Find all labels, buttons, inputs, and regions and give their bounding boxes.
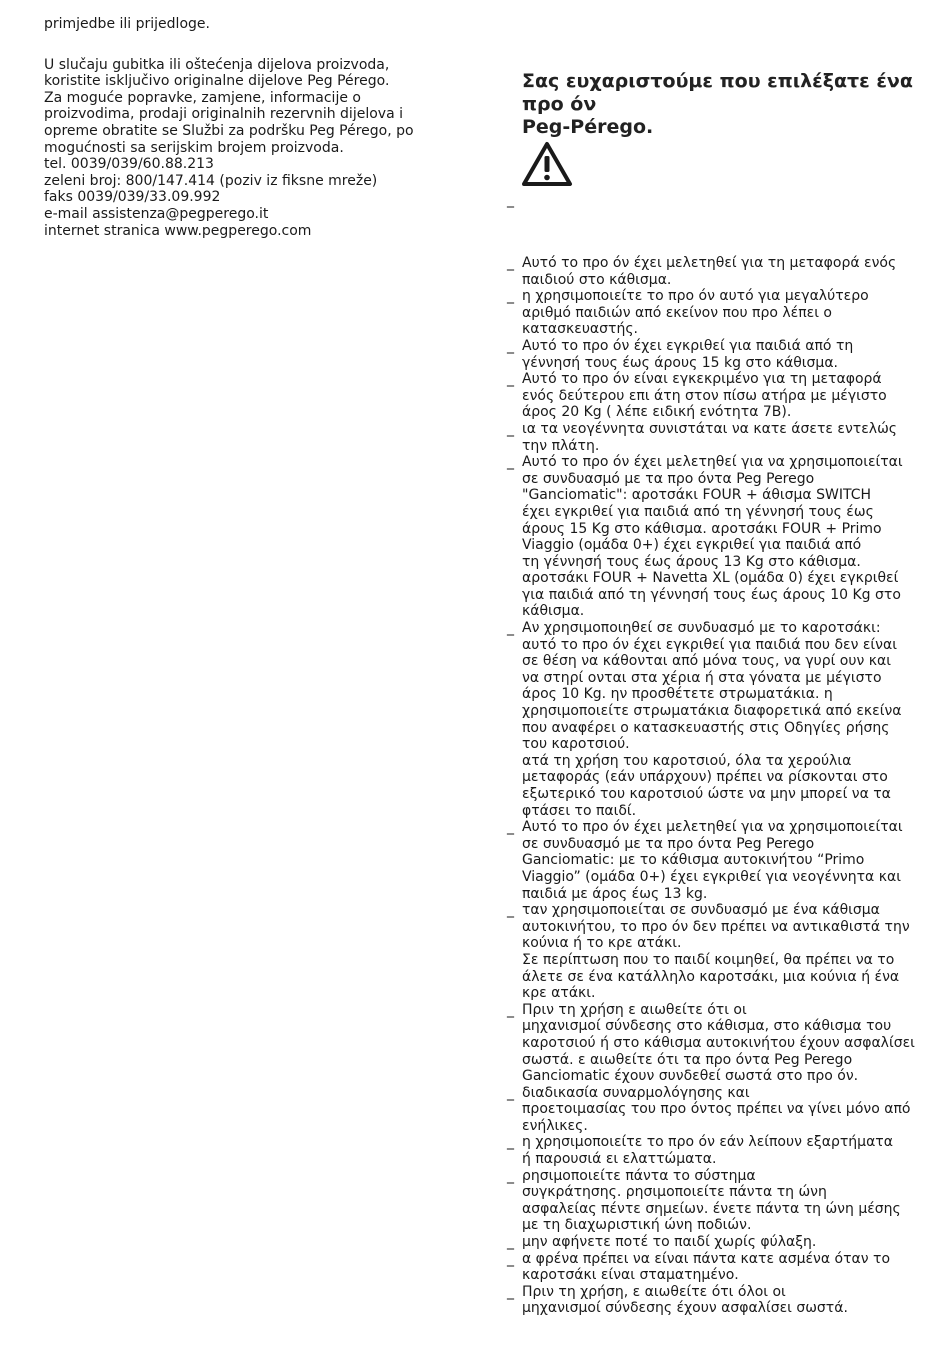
left-body-text: U slučaju gubitka ili oštećenja dijelova proizvoda, koristite isključivo originalne dijelove Peg Pérego. Za moguće popravke, zamjene, informacije o proizvodima, prodaji originalnih rezervnih dijelova i opreme obratite se Službi za podršku Peg Pérego, po mogućnosti sa serijskim brojem proizvoda. tel. 0039/039/60.88.213 zeleni broj: 800/147.414 (poziv iz fiksne mreže) faks 0039/039/33.09.992 e-mail assistenza@pegperego.it internet stranica www.pegperego.com	[44, 56, 414, 239]
item-dash: _	[507, 620, 514, 637]
warning-item	[507, 1168, 937, 1234]
item-text: η χρησιμοποιείτε το προ όν αυτό για μεγαλύτερο αριθμό παιδιών από εκείνον που προ λέπει ο κατασκευαστής.	[522, 288, 869, 338]
warning-item	[507, 1234, 937, 1251]
item-text: Αυτό το προ όν έχει εγκριθεί για παιδιά από τη γέννησή τους έως άρους 15 kg στο κάθισμα.	[522, 337, 854, 371]
item-dash: _	[507, 454, 514, 471]
item-text: Αν χρησιμοποιηθεί σε συνδυασμό με το καροτσάκι: αυτό το προ όν έχει εγκριθεί για παιδιά που δεν είναι σε θέση να κάθονται από μόνα τους, να γυρί ουν και να στηρί ονται στα χέρια ή στα γόνατα με μέγιστο άρος 10 Kg. ην προσθέτετε στρωματάκια. η χρησιμοποιείτε στρωματάκια διαφορετικά από εκείνα που αναφέρει ο κατασκευαστής στις Οδηγίες ρήσης του καροτσιού. ατά τη χρήση του καροτσιού, όλα τα χερούλια μεταφοράς (εάν υπάρχουν) πρέπει να ρίσκονται στο εξωτερικό του καροτσιού ώστε να μην μπορεί να τα φτάσει το παιδί.	[522, 620, 902, 819]
left-column	[44, 16, 454, 239]
warning-item	[507, 1251, 937, 1284]
page-heading: Σας ευχαριστούμε που επιλέξατε ένα προ όν Peg-Pérego.	[522, 70, 913, 138]
item-text: ταν χρησιμοποιείται σε συνδυασμό με ένα κάθισμα αυτοκινήτου, το προ όν δεν πρέπει να αντικαθιστά την κούνια ή το κρε ατάκι. Σε περίπτωση που το παιδί κοιμηθεί, θα πρέπει να το άλετε σε ένα κατάλληλο καροτσάκι, μια κούνια ή ένα κρε ατάκι.	[522, 902, 910, 1002]
item-dash: _	[507, 819, 514, 836]
item-dash: _	[507, 337, 514, 354]
item-dash: _	[507, 288, 514, 305]
item-dash: _	[507, 1250, 514, 1267]
item-dash: _	[507, 255, 514, 271]
item-text: Πριν τη χρήση ε αιωθείτε ότι οι μηχανισμοί σύνδεσης στο κάθισμα, στο κάθισμα του καροτσιού ή στο κάθισμα αυτοκινήτου έχουν ασφαλίσει σωστά. ε αιωθείτε ότι τα προ όντα Peg Perego Ganciomatic έχουν συνδεθεί σωστά στο προ όν.	[522, 1001, 915, 1085]
warning-item	[507, 255, 937, 288]
item-text: Πριν τη χρήση, ε αιωθείτε ότι όλοι οι μηχανισμοί σύνδεσης έχουν ασφαλίσει σωστά.	[522, 1283, 848, 1317]
warning-item	[507, 1002, 937, 1085]
warning-item	[507, 421, 937, 454]
item-text: Αυτό το προ όν έχει μελετηθεί για τη μεταφορά ενός παιδιού στο κάθισμα.	[522, 255, 897, 288]
item-dash: _	[507, 1001, 514, 1018]
item-dash: _	[507, 1084, 514, 1101]
item-text: ρησιμοποιείτε πάντα το σύστημα συγκράτησης. ρησιμοποιείτε πάντα τη ώνη ασφαλείας πέντε σημείων. ένετε πάντα τη ώνη μέσης με τη διαχωριστική ώνη ποδιών.	[522, 1167, 901, 1234]
warning-item	[507, 1284, 937, 1317]
item-text: η χρησιμοποιείτε το προ όν εάν λείπουν εξαρτήματα ή παρουσιά ει ελαττώματα.	[522, 1134, 893, 1168]
warning-item	[507, 620, 937, 819]
item-dash: _	[507, 1167, 514, 1184]
warning-item	[507, 819, 937, 902]
item-text: διαδικασία συναρμολόγησης και προετοιμασίας του προ όντος πρέπει να γίνει μόνο από ενήλικες.	[522, 1084, 911, 1134]
warning-item	[507, 338, 937, 371]
left-top-line: primjedbe ili prijedloge.	[44, 16, 210, 32]
item-text: ια τα νεογέννητα συνιστάται να κατε άσετε εντελώς την πλάτη.	[522, 420, 898, 454]
safety-warnings-list	[507, 255, 937, 1317]
warning-item	[507, 454, 937, 620]
item-dash: _	[507, 1234, 514, 1251]
item-text: Αυτό το προ όν είναι εγκεκριμένο για τη μεταφορά ενός δεύτερου επι άτη στον πίσω ατήρα με μέγιστο άρος 20 Kg ( λέπε ειδική ενότητα 7B).	[522, 371, 887, 421]
warning-item	[507, 288, 937, 338]
warning-item	[507, 1134, 937, 1167]
item-text: μην αφήνετε ποτέ το παιδί χωρίς φύλαξη.	[522, 1234, 817, 1251]
item-text: Αυτό το προ όν έχει μελετηθεί για να χρησιμοποιείται σε συνδυασμό με τα προ όντα Peg Perego "Ganciomatic": αροτσάκι FOUR + άθισμα SWITCH έχει εγκριθεί για παιδιά από τη γέννησή τους έως άρους 15 Kg στο κάθισμα. αροτσάκι FOUR + Primo Viaggio (ομάδα 0+) έχει εγκριθεί για παιδιά από τη γέννησή τους έως άρους 13 Kg στο κάθισμα. αροτσάκι FOUR + Navetta XL (ομάδα 0) έχει εγκριθεί για παιδιά από τη γέννησή τους έως άρους 10 Kg στο κάθισμα.	[522, 454, 903, 620]
warning-item	[507, 1085, 937, 1135]
warning-triangle-icon	[521, 140, 573, 188]
lone-dash: _	[507, 192, 514, 208]
item-dash: _	[507, 371, 514, 388]
item-dash: _	[507, 902, 514, 919]
item-dash: _	[507, 1134, 514, 1151]
item-text: Αυτό το προ όν έχει μελετηθεί για να χρησιμοποιείται σε συνδυασμό με τα προ όντα Peg Perego Ganciomatic: με το κάθισμα αυτοκινήτου “Primo Viaggio” (ομάδα 0+) έχει εγκριθεί για νεογέννητα και παιδιά με άρος έως 13 kg.	[522, 819, 903, 902]
warning-item	[507, 902, 937, 1002]
item-dash: _	[507, 1283, 514, 1300]
warning-item	[507, 371, 937, 421]
item-text: α φρένα πρέπει να είναι πάντα κατε ασμένα όταν το καροτσάκι είναι σταματημένο.	[522, 1250, 891, 1284]
item-dash: _	[507, 420, 514, 437]
